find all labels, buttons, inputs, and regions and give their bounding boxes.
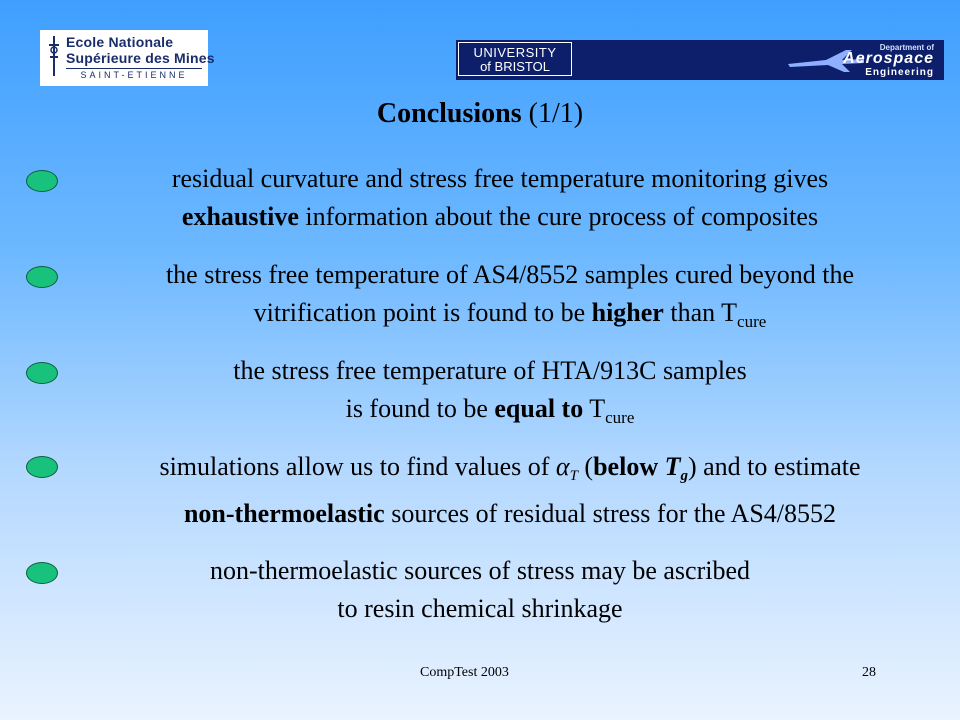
bullet-4-below: below	[593, 452, 665, 481]
page-number: 28	[862, 665, 876, 680]
bullet-4-pre: simulations allow us to find values of	[159, 452, 556, 481]
bullet-1-bold: exhaustive	[181, 202, 299, 231]
bullet-3-post: T	[583, 394, 606, 423]
bullet-marker-4	[26, 456, 58, 478]
aerospace-name-rest: erospace	[855, 50, 934, 67]
bullet-marker-5	[26, 562, 58, 584]
bullet-4-line2	[60, 495, 960, 533]
bullet-3-pre: is found to be	[345, 394, 495, 423]
slide-title	[0, 96, 960, 132]
tg-sub: g	[680, 468, 688, 484]
bullet-text-4	[60, 448, 960, 533]
bullet-3-line2	[60, 390, 920, 437]
partner-banner	[456, 40, 944, 80]
bristol-logo-line1: UNIVERSITY	[473, 45, 557, 60]
bullet-2-sub: cure	[737, 312, 767, 331]
footer-event: CompTest 2003	[420, 665, 509, 680]
bullet-2-line2	[60, 294, 960, 341]
bullet-1-line2	[60, 198, 940, 236]
bullet-2-bold: higher	[591, 298, 664, 327]
alpha-symbol: α	[555, 452, 570, 481]
bullet-4-post: ) and to estimate	[687, 452, 861, 481]
bullet-2-pre: vitrification point is found to be	[253, 298, 592, 327]
emse-logo-line3: SAINT-ETIENNE	[66, 68, 202, 80]
emse-logo-line1: Ecole Nationale	[66, 34, 174, 50]
emse-logo-line2: Supérieure des Mines	[66, 50, 215, 66]
bullet-5-line2: to resin chemical shrinkage	[337, 594, 623, 623]
bullet-text-2	[60, 256, 960, 341]
bullet-2-post: than T	[663, 298, 738, 327]
bullet-marker-1	[26, 170, 58, 192]
bullet-3-line1: the stress free temperature of HTA/913C samples	[233, 356, 747, 385]
bristol-logo	[458, 42, 572, 76]
tg-symbol: T	[664, 452, 681, 481]
bullet-4-bold: non-thermoelastic	[183, 499, 385, 528]
bristol-logo-line2: of BRISTOL	[480, 59, 550, 74]
bullet-4-line1	[60, 448, 960, 495]
emse-emblem-icon	[48, 36, 60, 76]
bullet-text-1	[60, 160, 940, 236]
aerospace-name	[843, 50, 934, 68]
aerospace-engineering-label: Engineering	[865, 67, 934, 78]
bullet-4-rest: sources of residual stress for the AS4/8552	[384, 499, 837, 528]
bullet-2-line1: the stress free temperature of AS4/8552 samples cured beyond the	[165, 260, 855, 289]
emse-logo	[40, 30, 215, 86]
slide-title-page: (1/1)	[521, 98, 584, 129]
alpha-sub: T	[569, 468, 578, 484]
bullet-text-3	[60, 352, 920, 437]
bullet-3-bold: equal to	[494, 394, 584, 423]
bullet-marker-3	[26, 362, 58, 384]
bullet-text-5	[60, 552, 900, 628]
bullet-3-sub: cure	[605, 408, 635, 427]
bullet-1-line1: residual curvature and stress free temperature monitoring gives	[171, 164, 829, 193]
slide-title-bold: Conclusions	[376, 98, 522, 129]
bullet-marker-2	[26, 266, 58, 288]
aerospace-initial: A	[843, 50, 856, 67]
bullet-5-line1: non-thermoelastic sources of stress may be ascribed	[209, 556, 751, 585]
bullet-1-rest: information about the cure process of composites	[298, 202, 819, 231]
bullet-4-mid: (	[577, 452, 594, 481]
aerospace-dept-label: Department of	[879, 43, 934, 52]
